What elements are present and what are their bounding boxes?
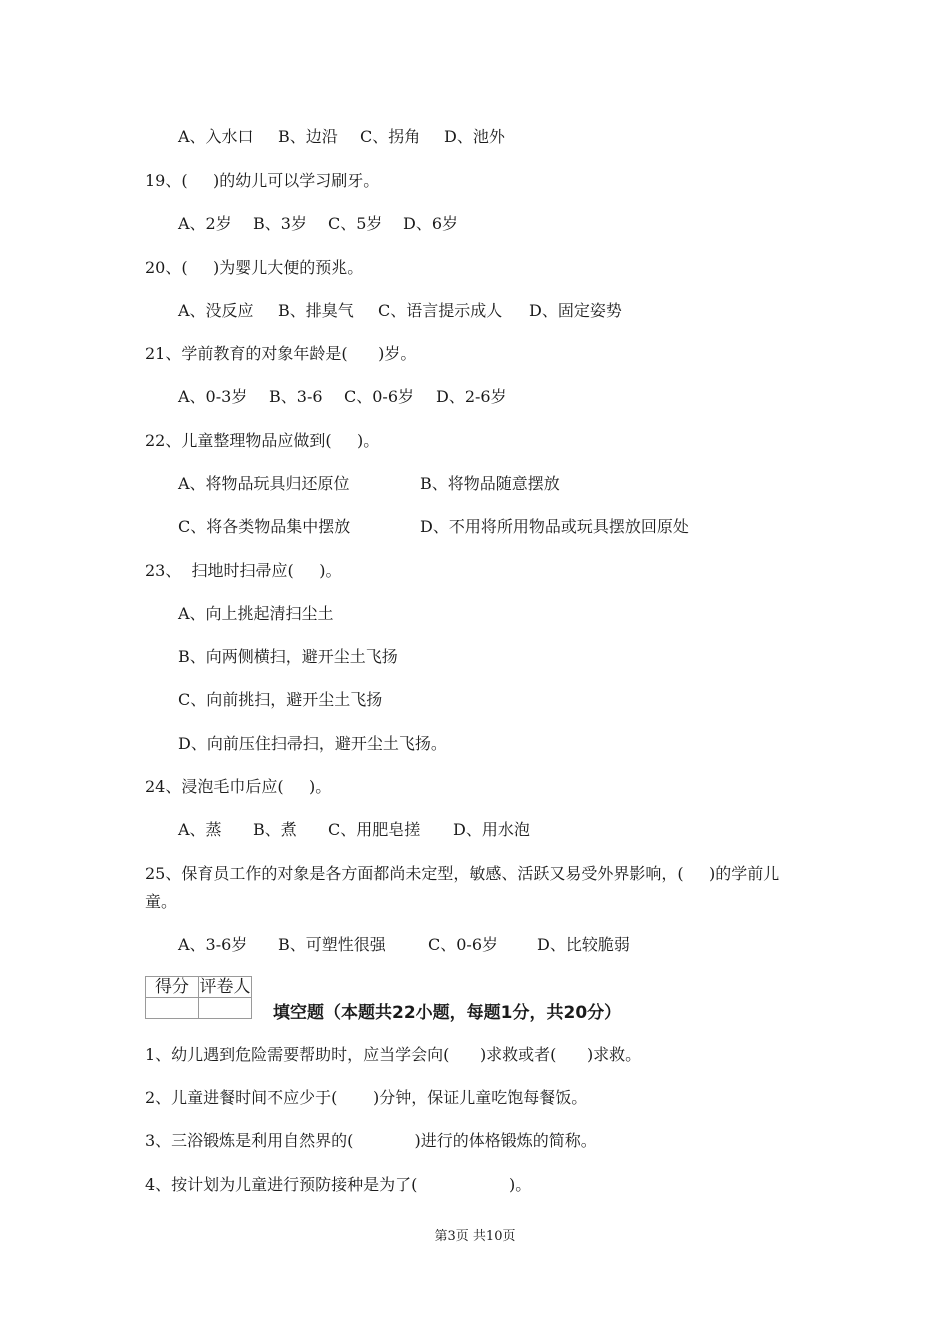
- score-table: [145, 976, 252, 1019]
- q25-stem-line2: 童。: [145, 892, 178, 911]
- q19-option-c: C、5岁: [328, 214, 383, 233]
- q19-option-d: D、6岁: [403, 214, 459, 233]
- q18-option-c: C、拐角: [360, 127, 421, 146]
- q21-option-a: A、0-3岁: [178, 387, 248, 406]
- q25-option-d: D、比较脆弱: [537, 935, 630, 954]
- fill-question-4: 4、按计划为儿童进行预防接种是为了( )。: [145, 1175, 532, 1194]
- q23-option-a: A、向上挑起清扫尘土: [178, 604, 334, 623]
- score-label: 得分: [146, 977, 199, 998]
- q19-option-a: A、2岁: [178, 214, 232, 233]
- q25-option-a: A、3-6岁: [178, 935, 248, 954]
- q18-option-a: A、入水口: [178, 127, 254, 146]
- q19-stem: 19、( )的幼儿可以学习刷牙。: [145, 171, 380, 190]
- q22-option-c: C、将各类物品集中摆放: [178, 517, 351, 536]
- fill-question-1: 1、幼儿遇到危险需要帮助时，应当学会向( )求救或者( )求救。: [145, 1045, 642, 1064]
- q25-stem-line1: 25、保育员工作的对象是各方面都尚未定型，敏感、活跃又易受外界影响，( )的学前儿: [145, 864, 780, 883]
- q21-option-d: D、2-6岁: [436, 387, 507, 406]
- q21-option-c: C、0-6岁: [344, 387, 415, 406]
- score-cell: [146, 998, 199, 1019]
- grader-cell: [199, 998, 252, 1019]
- page-footer: 第3页 共10页: [434, 1229, 516, 1244]
- q24-option-a: A、蒸: [178, 820, 222, 839]
- q24-option-c: C、用肥皂搓: [328, 820, 421, 839]
- q20-option-d: D、固定姿势: [529, 301, 622, 320]
- q18-option-b: B、边沿: [278, 127, 338, 146]
- section-title: 填空题（本题共22小题，每题1分，共20分）: [273, 1003, 622, 1023]
- q23-stem: 23、 扫地时扫帚应( )。: [145, 561, 342, 580]
- q25-option-c: C、0-6岁: [428, 935, 499, 954]
- q18-option-d: D、池外: [444, 127, 505, 146]
- q23-option-b: B、向两侧横扫，避开尘土飞扬: [178, 647, 398, 666]
- q21-option-b: B、3-6: [269, 387, 323, 406]
- q20-option-b: B、排臭气: [278, 301, 354, 320]
- q22-stem: 22、儿童整理物品应做到( )。: [145, 431, 380, 450]
- q23-option-d: D、向前压住扫帚扫，避开尘土飞扬。: [178, 734, 447, 753]
- q25-option-b: B、可塑性很强: [278, 935, 386, 954]
- grader-label: 评卷人: [199, 977, 251, 997]
- q21-stem: 21、学前教育的对象年龄是( )岁。: [145, 344, 417, 363]
- q20-option-a: A、没反应: [178, 301, 254, 320]
- fill-question-2: 2、儿童进餐时间不应少于( )分钟，保证儿童吃饱每餐饭。: [145, 1088, 588, 1107]
- fill-question-3: 3、三浴锻炼是利用自然界的( )进行的体格锻炼的简称。: [145, 1131, 597, 1150]
- q22-option-a: A、将物品玩具归还原位: [178, 474, 350, 493]
- q22-option-d: D、不用将所用物品或玩具摆放回原处: [420, 517, 689, 536]
- q24-option-b: B、煮: [253, 820, 297, 839]
- q19-option-b: B、3岁: [253, 214, 307, 233]
- q24-option-d: D、用水泡: [453, 820, 530, 839]
- q22-option-b: B、将物品随意摆放: [420, 474, 560, 493]
- q23-option-c: C、向前挑扫，避开尘土飞扬: [178, 690, 383, 709]
- q20-option-c: C、语言提示成人: [378, 301, 503, 320]
- q20-stem: 20、( )为婴儿大便的预兆。: [145, 258, 364, 277]
- q24-stem: 24、浸泡毛巾后应( )。: [145, 777, 332, 796]
